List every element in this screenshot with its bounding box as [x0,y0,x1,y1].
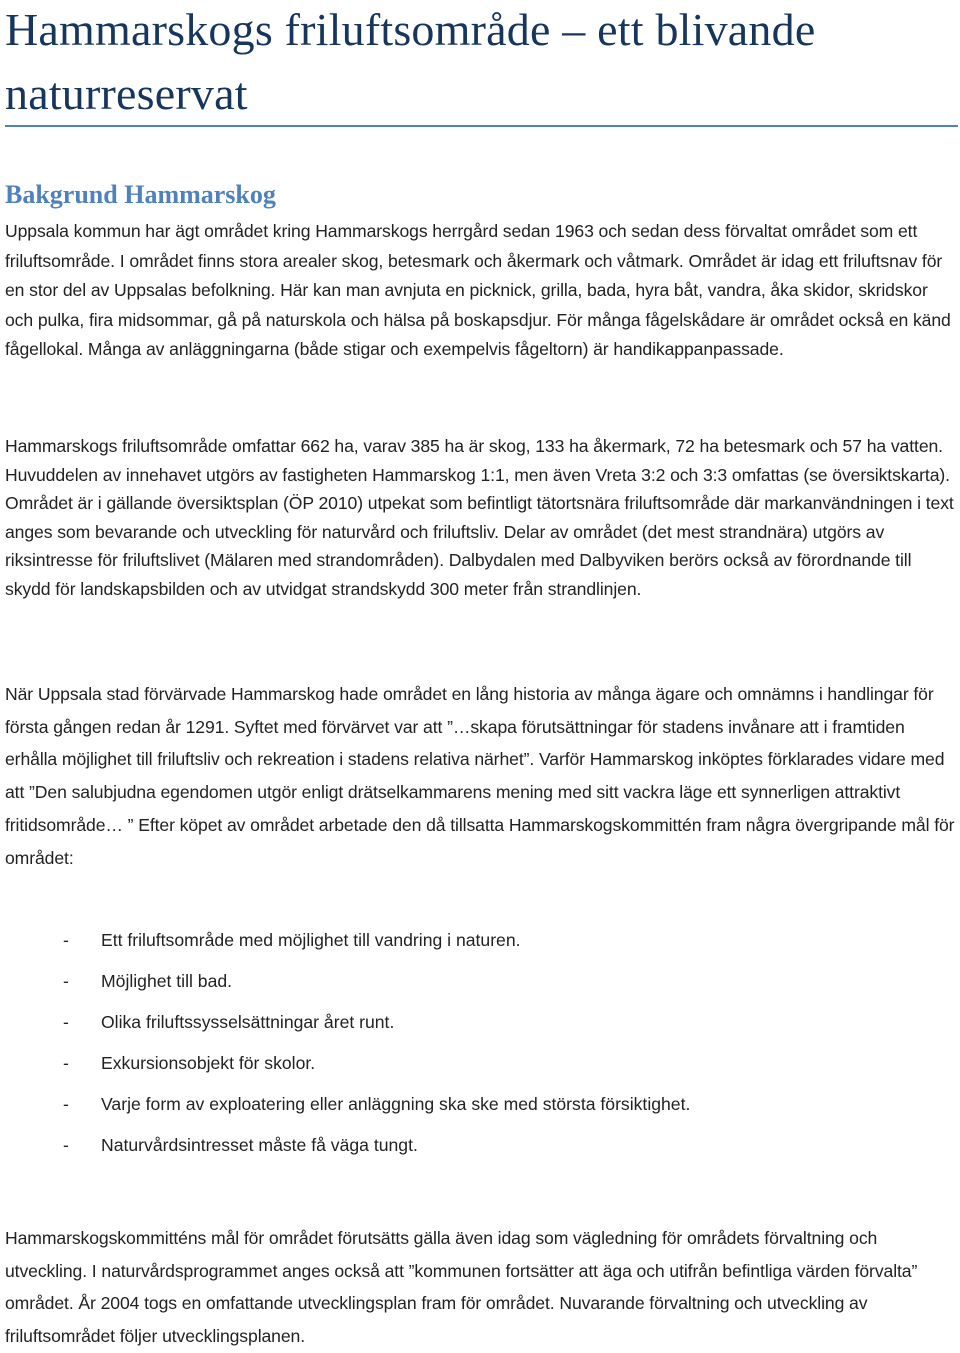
paragraph-goals-today: Hammarskogskommitténs mål för området förutsätts gälla även idag som vägledning för områdets förvaltning och utveckling. I naturvårdsprogrammet anges också att ”kommunen fortsätter att äga och utifrån befintliga värden förvalta” området. År 2004 togs en omfattande utvecklingsplan fram för området. Nuvarande förvaltning och utveckling av friluftsområdet följer utvecklingsplanen. [5,1228,918,1347]
section-heading: Bakgrund Hammarskog [5,180,276,209]
paragraph-background: Uppsala kommun har ägt området kring Hammarskogs herrgård sedan 1963 och sedan dess förvaltat området som ett friluftsområde. I området finns stora arealer skog, betesmark och åkermark och våtmark. Området är idag ett friluftsnav för en stor del av Uppsalas befolkning. Här kan man avnjuta en picknick, grilla, bada, hyra båt, vandra, åka skidor, skridskor och pulka, fira midsommar, gå på naturskola och hälsa på boskapsdjur. För många fågelskådare är området också en känd fågellokal. Många av anläggningarna (både stigar och exempelvis fågeltorn) är handikappanpassade. [5,221,951,360]
list-item-text: Olika friluftssysselsättningar året runt. [101,1012,395,1032]
paragraph-area-facts: Hammarskogs friluftsområde omfattar 662 ha, varav 385 ha är skog, 133 ha åkermark, 72 ha betesmark och 57 ha vatten. Huvuddelen av innehavet utgörs av fastigheten Hammarskog 1:1, men även Vreta 3:2 och 3:3 omfattas (se översiktskarta). Området är i gällande översiktsplan (ÖP 2010) utpekat som befintligt tätortsnära friluftsområde där markanvändningen i text anges som bevarande och utveckling för naturvård och friluftsliv. Delar av området (det mest strandnära) utgörs av riksintresse för friluftslivet (Mälaren med strandområden). Dalbydalen med Dalbyviken berörs också av förordnande till skydd för landskapsbilden och av utvidgat strandskydd 300 meter från strandlinjen. [5,436,954,599]
list-dash-marker: - [63,1135,69,1155]
list-item-text: Naturvårdsintresset måste få väga tungt. [101,1135,418,1155]
list-item-text: Ett friluftsområde med möjlighet till vandring i naturen. [101,930,521,950]
list-dash-marker: - [63,930,69,950]
title-underline-divider [5,125,958,127]
list-dash-marker: - [63,971,69,991]
list-item-text: Möjlighet till bad. [101,971,233,991]
list-item-text: Exkursionsobjekt för skolor. [101,1053,316,1073]
list-item-text: Varje form av exploatering eller anläggning ska ske med största försiktighet. [101,1094,691,1114]
list-dash-marker: - [63,1012,69,1032]
paragraph-history: När Uppsala stad förvärvade Hammarskog hade området en lång historia av många ägare och omnämns i handlingar för första gången redan år 1291. Syftet med förvärvet var att ”…skapa förutsättningar för stadens invånare att i framtiden erhålla möjlighet till friluftsliv och rekreation i stadens relativa närhet”. Varför Hammarskog inköptes förklarades vidare med att ”Den salubjudna egendomen utgör enligt drätselkammarens mening med sitt vackra läge ett synnerligen attraktivt fritidsområde… ” Efter köpet av området arbetade den då tillsatta Hammarskogskommittén fram några övergripande mål för området: [5,684,955,868]
list-dash-marker: - [63,1094,69,1114]
document-title: Hammarskogs friluftsområde – ett blivande naturreservat [5,4,816,119]
list-dash-marker: - [63,1053,69,1073]
